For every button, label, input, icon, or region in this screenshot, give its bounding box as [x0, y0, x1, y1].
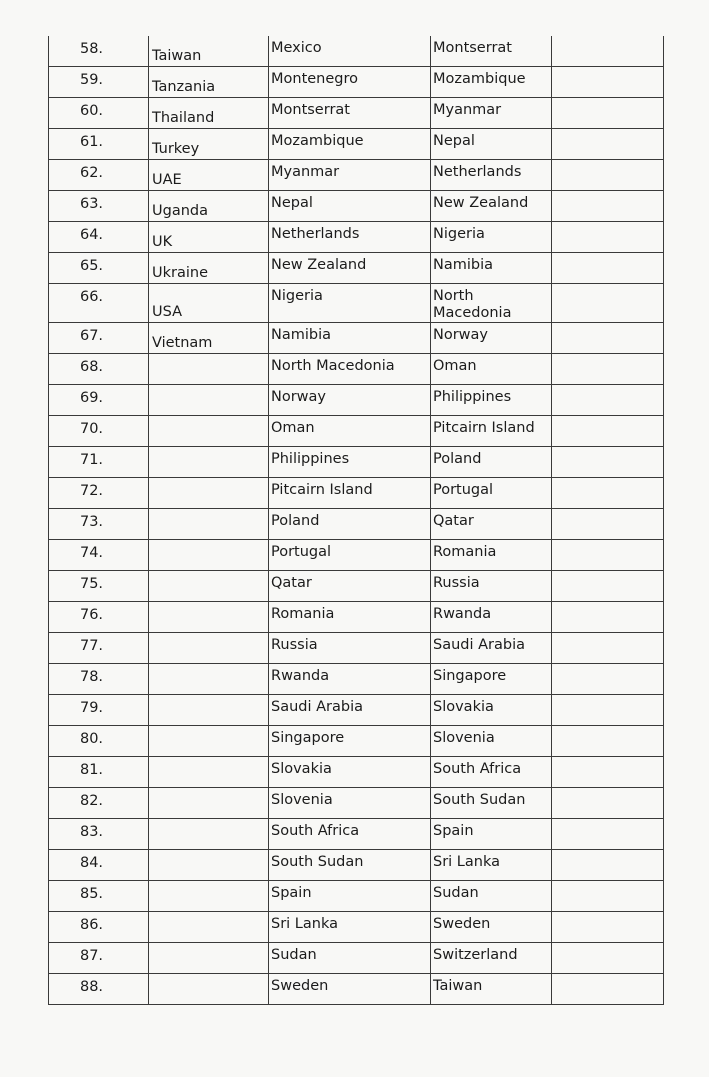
row-number: 87. [49, 943, 149, 974]
row-number: 74. [49, 540, 149, 571]
row-number: 72. [49, 478, 149, 509]
empty-cell-col4 [552, 478, 664, 509]
country-cell-col2: North Macedonia [269, 354, 431, 385]
country-cell-col2: Mexico [269, 36, 431, 67]
country-cell-col2: Rwanda [269, 664, 431, 695]
country-cell-col1 [149, 447, 269, 478]
country-cell-col2: Pitcairn Island [269, 478, 431, 509]
table-row [49, 819, 664, 850]
empty-cell-col4 [552, 602, 664, 633]
empty-cell-col4 [552, 416, 664, 447]
country-cell-col3: Pitcairn Island [431, 416, 552, 447]
country-cell-col3: Singapore [431, 664, 552, 695]
country-cell-col1 [149, 191, 269, 222]
table-row [49, 222, 664, 253]
country-cell-col1 [149, 478, 269, 509]
country-cell-col2: Singapore [269, 726, 431, 757]
country-cell-col3: Russia [431, 571, 552, 602]
country-cell-col3: Romania [431, 540, 552, 571]
country-cell-col1 [149, 788, 269, 819]
country-name: Taiwan [152, 48, 202, 64]
empty-cell-col4 [552, 509, 664, 540]
country-cell-col3: Philippines [431, 385, 552, 416]
row-number: 58. [49, 36, 149, 67]
empty-cell-col4 [552, 160, 664, 191]
country-cell-col2: Nigeria [269, 284, 431, 323]
row-number: 82. [49, 788, 149, 819]
table-row [49, 67, 664, 98]
country-cell-col3: South Sudan [431, 788, 552, 819]
country-cell-col2: Montserrat [269, 98, 431, 129]
country-cell-col1 [149, 160, 269, 191]
country-cell-col1 [149, 253, 269, 284]
empty-cell-col4 [552, 98, 664, 129]
table-row [49, 354, 664, 385]
table-row [49, 36, 664, 67]
row-number: 88. [49, 974, 149, 1005]
country-cell-col1 [149, 385, 269, 416]
empty-cell-col4 [552, 36, 664, 67]
empty-cell-col4 [552, 323, 664, 354]
row-number: 73. [49, 509, 149, 540]
empty-cell-col4 [552, 943, 664, 974]
row-number: 70. [49, 416, 149, 447]
table-row [49, 571, 664, 602]
row-number: 80. [49, 726, 149, 757]
country-name: Thailand [152, 110, 215, 126]
country-name: UK [152, 234, 173, 250]
row-number: 84. [49, 850, 149, 881]
country-cell-col1 [149, 602, 269, 633]
table-row [49, 191, 664, 222]
row-number: 83. [49, 819, 149, 850]
table-row [49, 478, 664, 509]
country-cell-col2: New Zealand [269, 253, 431, 284]
country-cell-col2: Netherlands [269, 222, 431, 253]
table-row [49, 323, 664, 354]
country-cell-col3: Qatar [431, 509, 552, 540]
empty-cell-col4 [552, 284, 664, 323]
empty-cell-col4 [552, 447, 664, 478]
table-row [49, 284, 664, 323]
table-row [49, 850, 664, 881]
country-cell-col3: Slovakia [431, 695, 552, 726]
country-cell-col3: Sri Lanka [431, 850, 552, 881]
country-cell-col1 [149, 36, 269, 67]
country-cell-col2: South Africa [269, 819, 431, 850]
country-cell-col1 [149, 284, 269, 323]
country-cell-col2: Qatar [269, 571, 431, 602]
empty-cell-col4 [552, 253, 664, 284]
table-row [49, 540, 664, 571]
row-number: 65. [49, 253, 149, 284]
country-cell-col2: Slovenia [269, 788, 431, 819]
country-cell-col3: North Macedonia [431, 284, 552, 323]
empty-cell-col4 [552, 191, 664, 222]
country-cell-col3: Switzerland [431, 943, 552, 974]
table-row [49, 509, 664, 540]
country-cell-col2: Myanmar [269, 160, 431, 191]
country-cell-col3: Rwanda [431, 602, 552, 633]
row-number: 60. [49, 98, 149, 129]
country-cell-col3: Portugal [431, 478, 552, 509]
empty-cell-col4 [552, 664, 664, 695]
country-cell-col3: Netherlands [431, 160, 552, 191]
country-cell-col3: Sweden [431, 912, 552, 943]
row-number: 61. [49, 129, 149, 160]
country-cell-col3: South Africa [431, 757, 552, 788]
country-cell-col2: Philippines [269, 447, 431, 478]
country-name [152, 1003, 268, 1004]
country-cell-col2: Nepal [269, 191, 431, 222]
country-table-body [49, 36, 664, 1005]
country-cell-col3: Norway [431, 323, 552, 354]
country-name: Ukraine [152, 265, 208, 281]
country-cell-col1 [149, 912, 269, 943]
country-cell-col1 [149, 757, 269, 788]
row-number: 62. [49, 160, 149, 191]
country-cell-col1 [149, 129, 269, 160]
row-number: 76. [49, 602, 149, 633]
row-number: 75. [49, 571, 149, 602]
country-cell-col2: Romania [269, 602, 431, 633]
empty-cell-col4 [552, 129, 664, 160]
country-cell-col3: Namibia [431, 253, 552, 284]
table-row [49, 695, 664, 726]
country-cell-col1 [149, 416, 269, 447]
country-cell-col2: Montenegro [269, 67, 431, 98]
country-cell-col1 [149, 726, 269, 757]
row-number: 77. [49, 633, 149, 664]
country-cell-col2: Mozambique [269, 129, 431, 160]
country-cell-col3: Spain [431, 819, 552, 850]
country-table [48, 36, 664, 1005]
country-cell-col1 [149, 571, 269, 602]
table-row [49, 160, 664, 191]
table-row [49, 602, 664, 633]
row-number: 85. [49, 881, 149, 912]
row-number: 68. [49, 354, 149, 385]
country-cell-col3: Nepal [431, 129, 552, 160]
country-cell-col1 [149, 222, 269, 253]
table-row [49, 633, 664, 664]
empty-cell-col4 [552, 222, 664, 253]
empty-cell-col4 [552, 757, 664, 788]
country-name: Uganda [152, 203, 208, 219]
country-cell-col2: Spain [269, 881, 431, 912]
table-row [49, 253, 664, 284]
country-cell-col2: Sudan [269, 943, 431, 974]
row-number: 79. [49, 695, 149, 726]
country-name: UAE [152, 172, 182, 188]
table-row [49, 129, 664, 160]
country-cell-col2: Saudi Arabia [269, 695, 431, 726]
country-cell-col2: South Sudan [269, 850, 431, 881]
table-row [49, 912, 664, 943]
country-cell-col1 [149, 323, 269, 354]
row-number: 66. [49, 284, 149, 323]
country-cell-col2: Russia [269, 633, 431, 664]
country-cell-col2: Oman [269, 416, 431, 447]
country-cell-col2: Norway [269, 385, 431, 416]
country-cell-col1 [149, 881, 269, 912]
row-number: 86. [49, 912, 149, 943]
row-number: 78. [49, 664, 149, 695]
empty-cell-col4 [552, 850, 664, 881]
empty-cell-col4 [552, 540, 664, 571]
country-cell-col3: Slovenia [431, 726, 552, 757]
empty-cell-col4 [552, 385, 664, 416]
country-cell-col3: Nigeria [431, 222, 552, 253]
country-cell-col3: New Zealand [431, 191, 552, 222]
country-cell-col1 [149, 943, 269, 974]
country-cell-col1 [149, 974, 269, 1005]
country-name: USA [152, 304, 183, 320]
empty-cell-col4 [552, 819, 664, 850]
table-row [49, 447, 664, 478]
country-cell-col3: Saudi Arabia [431, 633, 552, 664]
empty-cell-col4 [552, 695, 664, 726]
table-row [49, 943, 664, 974]
country-cell-col2: Portugal [269, 540, 431, 571]
country-cell-col3: Poland [431, 447, 552, 478]
table-row [49, 788, 664, 819]
country-name: Turkey [152, 141, 200, 157]
row-number: 81. [49, 757, 149, 788]
country-cell-col3: Oman [431, 354, 552, 385]
row-number: 69. [49, 385, 149, 416]
country-cell-col1 [149, 695, 269, 726]
country-cell-col3: Myanmar [431, 98, 552, 129]
country-cell-col1 [149, 354, 269, 385]
country-cell-col1 [149, 509, 269, 540]
country-cell-col3: Taiwan [431, 974, 552, 1005]
empty-cell-col4 [552, 726, 664, 757]
empty-cell-col4 [552, 67, 664, 98]
row-number: 59. [49, 67, 149, 98]
country-name: Vietnam [152, 335, 213, 351]
country-cell-col1 [149, 67, 269, 98]
empty-cell-col4 [552, 912, 664, 943]
row-number: 64. [49, 222, 149, 253]
country-cell-col3: Sudan [431, 881, 552, 912]
table-row [49, 98, 664, 129]
country-cell-col1 [149, 540, 269, 571]
table-row [49, 974, 664, 1005]
country-cell-col2: Poland [269, 509, 431, 540]
empty-cell-col4 [552, 881, 664, 912]
empty-cell-col4 [552, 633, 664, 664]
country-cell-col2: Sweden [269, 974, 431, 1005]
country-cell-col1 [149, 819, 269, 850]
table-row [49, 726, 664, 757]
country-cell-col1 [149, 850, 269, 881]
country-cell-col2: Slovakia [269, 757, 431, 788]
empty-cell-col4 [552, 354, 664, 385]
row-number: 63. [49, 191, 149, 222]
empty-cell-col4 [552, 788, 664, 819]
country-cell-col1 [149, 98, 269, 129]
table-row [49, 416, 664, 447]
table-row [49, 881, 664, 912]
row-number: 67. [49, 323, 149, 354]
country-cell-col2: Sri Lanka [269, 912, 431, 943]
country-cell-col3: Montserrat [431, 36, 552, 67]
table-row [49, 757, 664, 788]
country-cell-col1 [149, 633, 269, 664]
country-cell-col2: Namibia [269, 323, 431, 354]
table-row [49, 385, 664, 416]
table-row [49, 664, 664, 695]
country-cell-col3: Mozambique [431, 67, 552, 98]
country-cell-col1 [149, 664, 269, 695]
empty-cell-col4 [552, 974, 664, 1005]
empty-cell-col4 [552, 571, 664, 602]
country-name: Tanzania [152, 79, 216, 95]
row-number: 71. [49, 447, 149, 478]
